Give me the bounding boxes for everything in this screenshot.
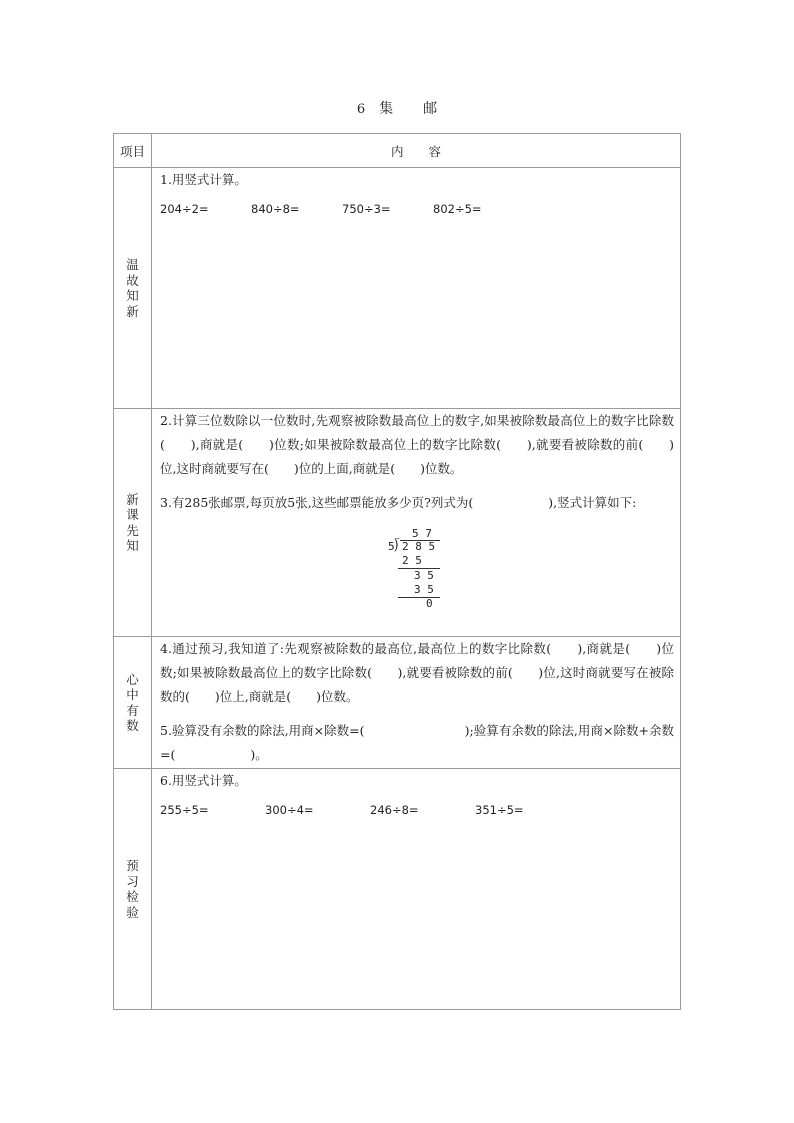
calc-expr: 204÷2= xyxy=(160,202,209,216)
lesson-number: 6 xyxy=(356,102,366,117)
title-char-1: 集 xyxy=(379,101,394,117)
row-content-check xyxy=(152,769,681,1010)
row-label-review xyxy=(114,168,152,409)
calc-expr: 750÷3= xyxy=(342,202,391,216)
title-char-2: 邮 xyxy=(423,101,438,117)
division-dividend: 2 8 5 xyxy=(402,540,436,553)
long-division xyxy=(388,527,458,617)
row-content-understanding xyxy=(152,637,681,769)
question-4: 4.通过预习,我知道了:先观察被除数的最高位,最高位上的数字比除数( ),商就是( )位数;如果被除数最高位上的数字比除数( ),就要看被除数的前( )位,这时商就要写在被除数的( )位上,商就是( )位数。 xyxy=(160,641,674,704)
row-understanding xyxy=(114,637,681,769)
row-check xyxy=(114,769,681,1010)
division-bracket: ⟌ xyxy=(394,539,400,555)
division-line xyxy=(398,597,440,598)
division-step-3: 3 5 xyxy=(414,583,434,596)
row-review xyxy=(114,168,681,409)
row-label-understanding xyxy=(114,637,152,769)
question-2: 2.计算三位数除以一位数时,先观察被除数最高位上的数字,如果被除数最高位上的数字比除数( ),商就是( )位数;如果被除数最高位上的数字比除数( ),就要看被除数的前( )位,这时商就要写在( )位的上面,商就是( )位数。 xyxy=(160,413,674,476)
header-row xyxy=(114,134,681,168)
row-content-review xyxy=(152,168,681,409)
worksheet-table xyxy=(113,133,681,1010)
row-preview xyxy=(114,409,681,637)
question-6: 6.用竖式计算。 xyxy=(160,773,247,788)
row-label-preview xyxy=(114,409,152,637)
header-content: 内 容 xyxy=(152,134,681,168)
division-divisor: 5 xyxy=(388,540,395,553)
row-label-text: 温故知新 xyxy=(126,257,139,319)
calc-expr: 840÷8= xyxy=(251,202,300,216)
division-step-2: 3 5 xyxy=(414,569,434,582)
division-remainder: 0 xyxy=(426,597,433,610)
calc-row-2 xyxy=(160,803,674,817)
question-3: 3.有285张邮票,每页放5张,这些邮票能放多少页?列式为( ),竖式计算如下: xyxy=(160,495,637,510)
row-content-preview xyxy=(152,409,681,637)
division-step-1: 2 5 xyxy=(402,554,422,567)
calc-expr: 255÷5= xyxy=(160,803,209,817)
calc-expr: 802÷5= xyxy=(433,202,482,216)
calc-expr: 246÷8= xyxy=(370,803,419,817)
division-quotient: 5 7 xyxy=(412,527,432,540)
row-label-text: 预习检验 xyxy=(126,858,139,920)
calc-expr: 300÷4= xyxy=(265,803,314,817)
row-label-text: 新课先知 xyxy=(126,491,139,553)
row-label-text: 心中有数 xyxy=(126,671,139,733)
question-1: 1.用竖式计算。 xyxy=(160,172,247,187)
header-item: 项目 xyxy=(114,134,152,168)
calc-row-1 xyxy=(160,202,674,216)
row-label-check xyxy=(114,769,152,1010)
question-5: 5.验算没有余数的除法,用商×除数=( );验算有余数的除法,用商×除数+余数=( )。 xyxy=(160,723,674,762)
calc-expr: 351÷5= xyxy=(475,803,524,817)
page-title xyxy=(0,98,794,118)
